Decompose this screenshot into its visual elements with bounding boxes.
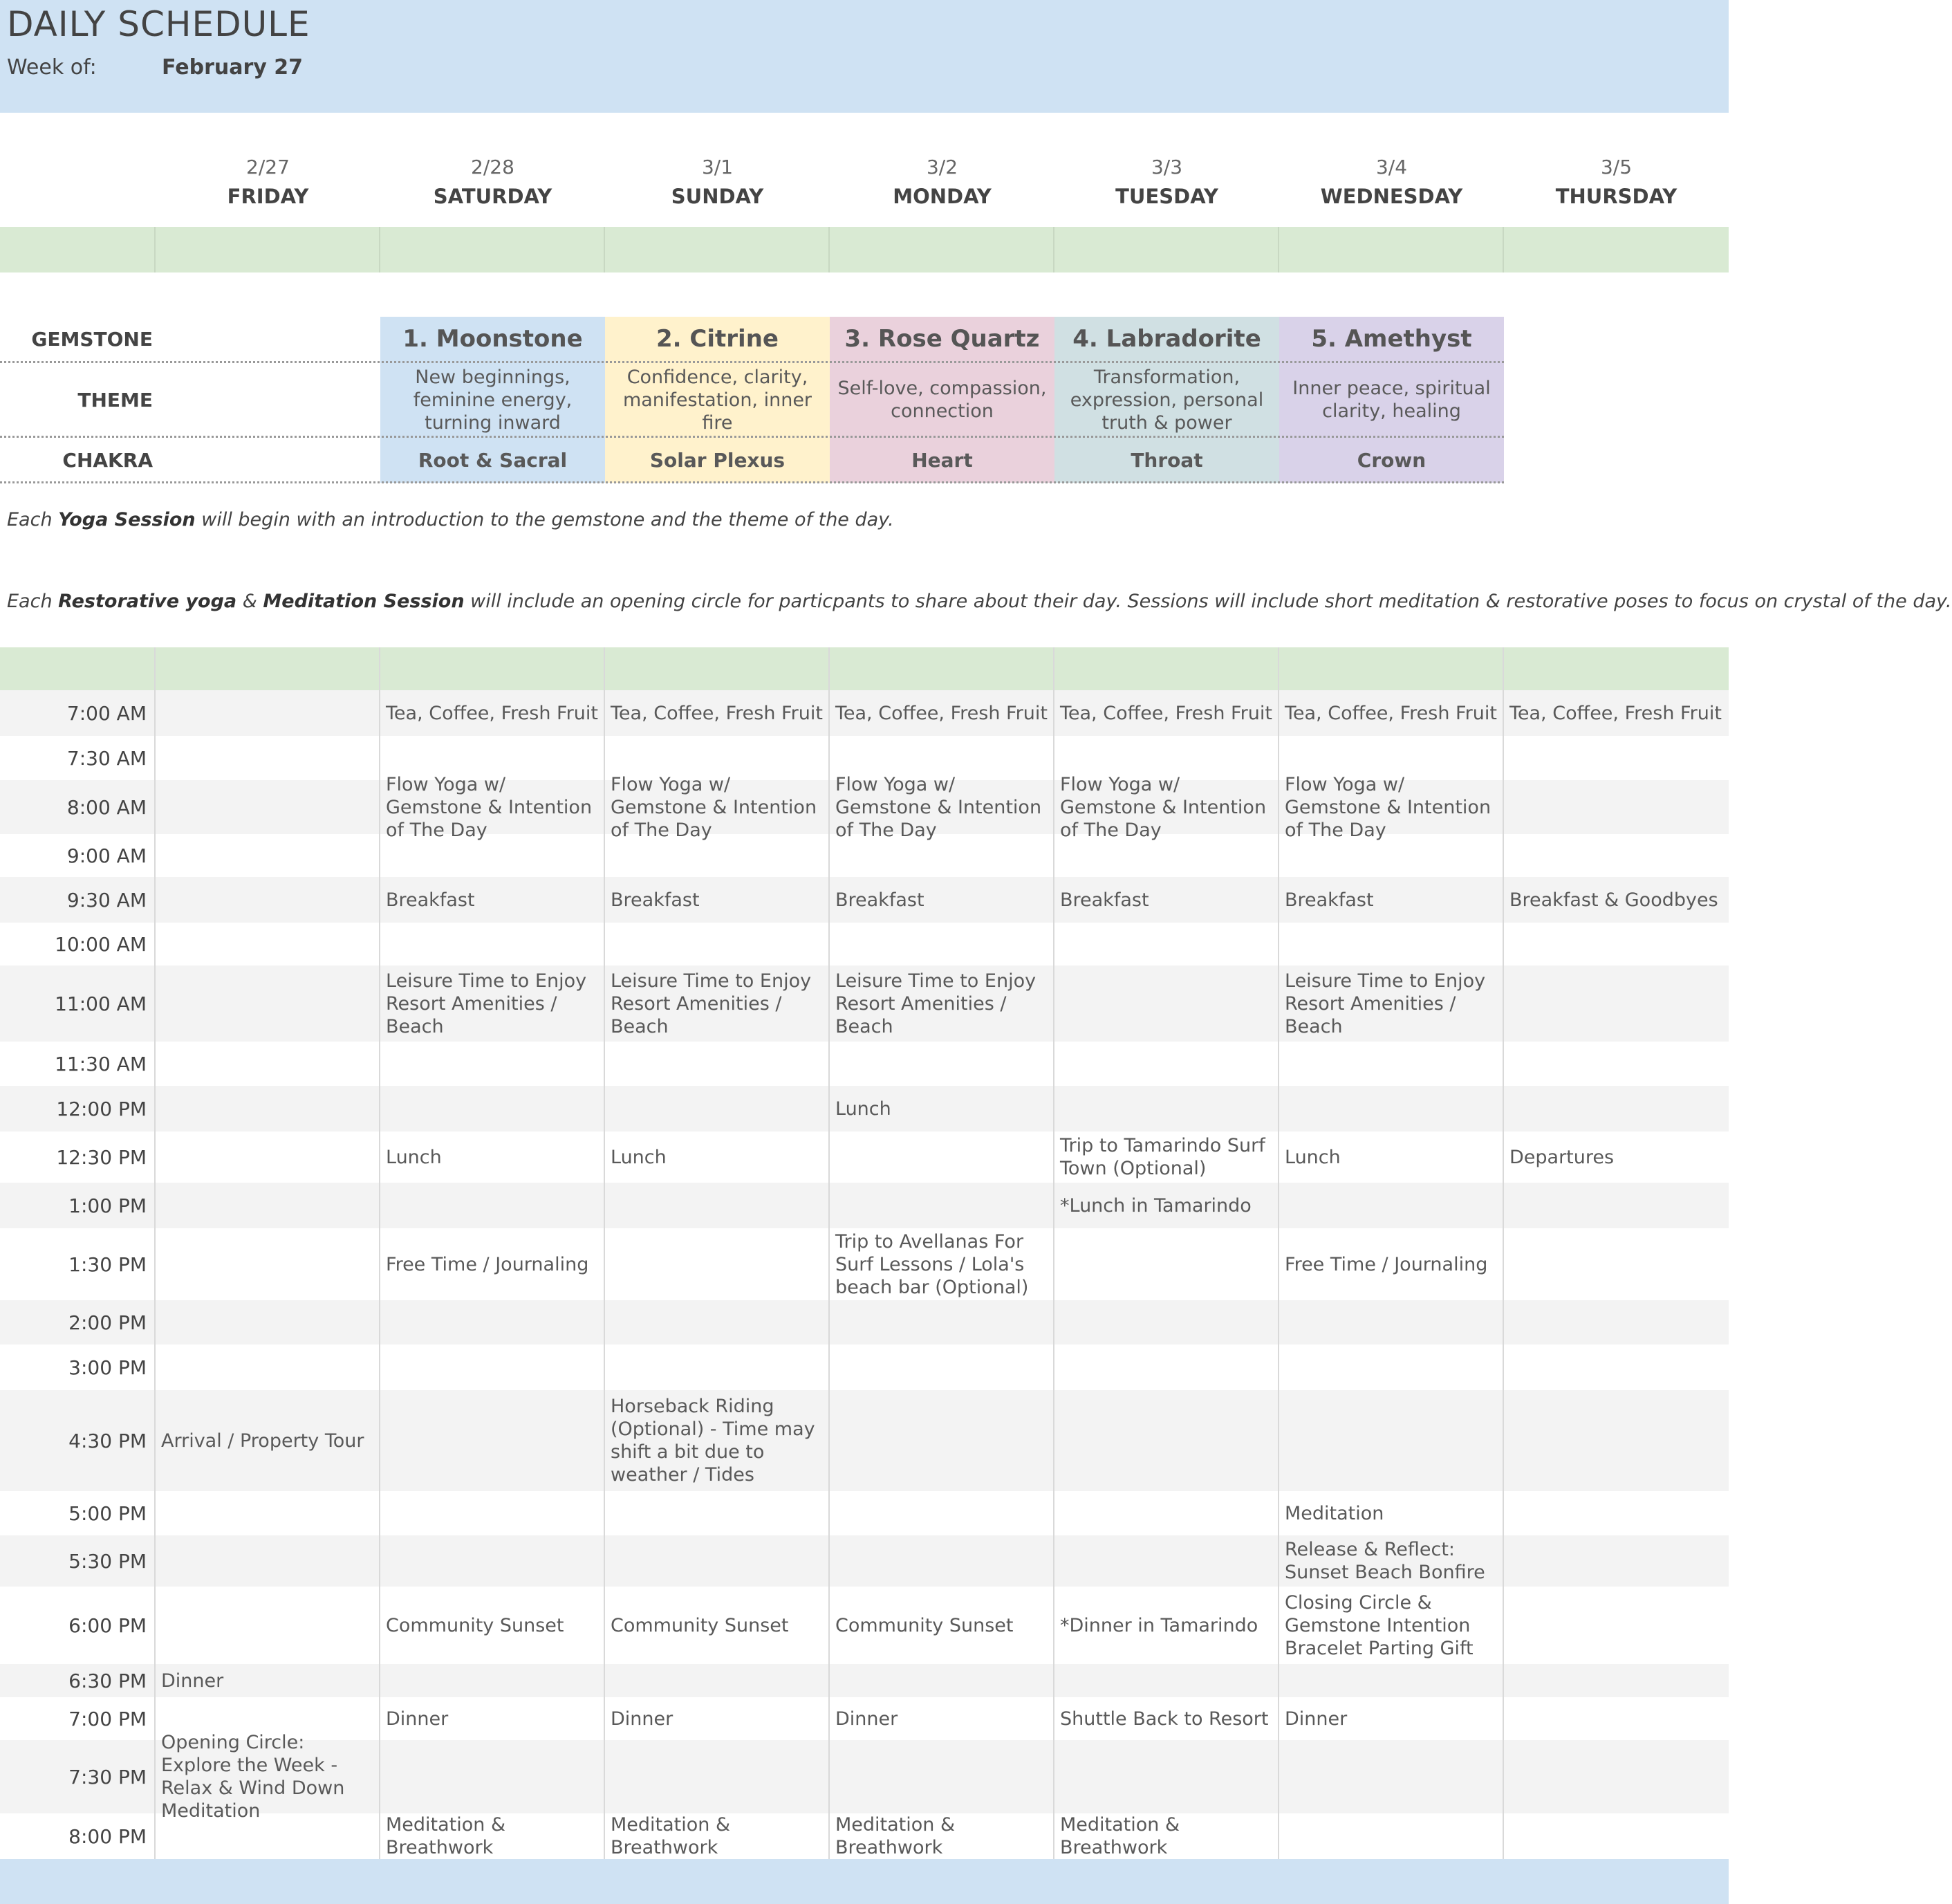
schedule-cell <box>1504 1390 1729 1491</box>
schedule-cell: Tea, Coffee, Fresh Fruit <box>1285 702 1497 724</box>
schedule-cell <box>1054 1535 1279 1587</box>
schedule-cell <box>380 834 605 877</box>
band-divider <box>154 227 156 272</box>
schedule-cell <box>380 1300 605 1344</box>
restorative-session-note: Each Restorative yoga & Meditation Session will include an opening circle for particpants to share about their day. Sessions will include short meditation & restorative poses to focus on crystal of the day. <box>7 591 1952 612</box>
schedule-cell: Tea, Coffee, Fresh Fruit <box>835 702 1048 724</box>
schedule-cell <box>605 1228 830 1300</box>
time-label: 10:00 AM <box>55 932 147 956</box>
schedule-cell <box>605 1344 830 1390</box>
schedule-cell <box>1504 1535 1729 1587</box>
column-divider <box>604 647 605 1859</box>
schedule-cell <box>156 1228 380 1300</box>
gemstone-chakra: Heart <box>911 448 973 472</box>
schedule-cell <box>156 1131 380 1183</box>
schedule-cell: Flow Yoga w/ Gemstone & Intention of The Day <box>835 773 1042 841</box>
schedule-cell <box>1279 1344 1504 1390</box>
yoga-session-note: Each Yoga Session will begin with an introduction to the gemstone and the theme of the day. <box>7 509 894 530</box>
column-divider <box>828 647 830 1859</box>
schedule-cell <box>1504 834 1729 877</box>
schedule-cell <box>156 1344 380 1390</box>
schedule-cell: *Dinner in Tamarindo <box>1060 1614 1258 1636</box>
schedule-cell: Trip to Tamarindo Surf Town (Optional) <box>1060 1135 1265 1179</box>
time-label: 5:00 PM <box>68 1501 147 1525</box>
column-divider <box>1053 647 1054 1859</box>
schedule-cell <box>1054 965 1279 1042</box>
week-of-value: February 27 <box>162 55 304 80</box>
schedule-cell: Dinner <box>386 1708 449 1730</box>
day-name: WEDNESDAY <box>1320 185 1463 208</box>
schedule-cell <box>1504 1300 1729 1344</box>
schedule-cell <box>1054 923 1279 965</box>
schedule-cell <box>156 1491 380 1535</box>
schedule-cell <box>1279 1390 1504 1491</box>
gemstone-name: 5. Amethyst <box>1311 325 1472 353</box>
schedule-cell: Breakfast & Goodbyes <box>1509 889 1718 911</box>
column-divider <box>154 647 156 1859</box>
schedule-cell: Flow Yoga w/ Gemstone & Intention of The Day <box>611 773 817 841</box>
day-header-monday <box>830 154 1054 223</box>
schedule-cell <box>380 1664 605 1697</box>
schedule-cell: Breakfast <box>1285 889 1374 911</box>
schedule-cell <box>1054 1344 1279 1390</box>
schedule-cell: Breakfast <box>1060 889 1149 911</box>
column-divider <box>379 647 380 1859</box>
schedule-cell: Community Sunset <box>835 1614 1014 1636</box>
schedule-cell: Lunch <box>386 1146 442 1168</box>
time-label: 12:30 PM <box>56 1145 147 1169</box>
schedule-cell: Dinner <box>161 1670 224 1692</box>
page-title: DAILY SCHEDULE <box>7 4 310 44</box>
schedule-cell <box>1504 1491 1729 1535</box>
schedule-cell <box>1504 1664 1729 1697</box>
schedule-cell: Release & Reflect: Sunset Beach Bonfire <box>1285 1539 1485 1583</box>
day-name: MONDAY <box>893 185 992 208</box>
schedule-cell <box>830 1183 1054 1228</box>
schedule-cell: Free Time / Journaling <box>386 1253 589 1275</box>
time-label: 7:30 PM <box>68 1765 147 1789</box>
schedule-cell <box>156 1086 380 1131</box>
dotted-divider <box>0 361 1504 363</box>
schedule-cell <box>156 1183 380 1228</box>
schedule-cell: Flow Yoga w/ Gemstone & Intention of The Day <box>1285 773 1491 841</box>
schedule-cell: Trip to Avellanas For Surf Lessons / Lola's beach bar (Optional) <box>835 1230 1029 1298</box>
schedule-cell <box>1054 1664 1279 1697</box>
schedule-cell: Tea, Coffee, Fresh Fruit <box>611 702 823 724</box>
schedule-cell <box>156 780 380 834</box>
schedule-cell: Departures <box>1509 1146 1615 1168</box>
gemstone-label: GEMSTONE <box>31 327 153 351</box>
schedule-cell <box>605 1740 830 1813</box>
schedule-cell <box>1279 1813 1504 1859</box>
schedule-cell <box>1054 1740 1279 1813</box>
schedule-cell <box>1054 1390 1279 1491</box>
schedule-cell <box>1504 1086 1729 1131</box>
schedule-cell <box>830 1042 1054 1086</box>
time-label: 11:00 AM <box>55 992 147 1015</box>
day-name: TUESDAY <box>1115 185 1218 208</box>
theme-label: THEME <box>77 388 153 412</box>
time-label: 9:00 AM <box>66 844 147 867</box>
week-of-label: Week of: <box>7 55 97 80</box>
schedule-cell <box>830 1535 1054 1587</box>
gemstone-theme: Self-love, compassion, connection <box>837 378 1047 422</box>
schedule-cell: Arrival / Property Tour <box>161 1430 364 1452</box>
schedule-cell <box>156 923 380 965</box>
gemstone-name: 4. Labradorite <box>1072 325 1261 353</box>
schedule-cell <box>1504 1587 1729 1664</box>
day-date: 3/5 <box>1600 156 1633 178</box>
gemstone-chakra: Throat <box>1131 448 1203 472</box>
schedule-cell <box>1054 1042 1279 1086</box>
time-label: 1:30 PM <box>68 1253 147 1276</box>
schedule-cell <box>830 1740 1054 1813</box>
schedule-cell <box>830 923 1054 965</box>
band-divider <box>604 227 605 272</box>
day-name: SUNDAY <box>671 185 764 208</box>
schedule-cell <box>380 1491 605 1535</box>
time-label: 12:00 PM <box>56 1097 147 1120</box>
gemstone-name: 3. Rose Quartz <box>844 325 1040 353</box>
schedule-cell: Meditation & Breathwork <box>611 1814 731 1858</box>
band-divider <box>1053 227 1054 272</box>
schedule-cell <box>605 834 830 877</box>
schedule-cell <box>156 736 380 780</box>
schedule-cell <box>605 1535 830 1587</box>
dotted-divider <box>0 481 1504 483</box>
schedule-cell <box>1279 1086 1504 1131</box>
schedule-cell <box>156 690 380 736</box>
schedule-cell: Tea, Coffee, Fresh Fruit <box>1509 702 1722 724</box>
schedule-cell: Horseback Riding (Optional) - Time may shift a bit due to weather / Tides <box>611 1396 815 1486</box>
time-label: 2:00 PM <box>68 1311 147 1334</box>
band-divider <box>379 227 380 272</box>
schedule-cell <box>1054 1086 1279 1131</box>
schedule-cell: Leisure Time to Enjoy Resort Amenities / Beach <box>611 970 812 1037</box>
day-date: 3/1 <box>701 156 734 178</box>
schedule-cell: Flow Yoga w/ Gemstone & Intention of The Day <box>386 773 593 841</box>
schedule-cell: Dinner <box>835 1708 898 1730</box>
schedule-cell <box>156 1587 380 1664</box>
schedule-cell <box>156 877 380 923</box>
schedule-cell <box>1054 1228 1279 1300</box>
schedule-cell <box>1504 965 1729 1042</box>
dotted-divider <box>0 436 1504 438</box>
time-label: 8:00 AM <box>66 795 147 819</box>
schedule-cell <box>380 1535 605 1587</box>
day-date: 2/28 <box>471 156 514 178</box>
gemstone-chakra: Solar Plexus <box>649 448 786 472</box>
schedule-cell <box>380 923 605 965</box>
gemstone-theme: Transformation, expression, personal truth & power <box>1070 366 1264 434</box>
time-label: 7:30 AM <box>66 746 147 770</box>
schedule-cell: Lunch <box>835 1098 891 1120</box>
gemstone-theme: Inner peace, spiritual clarity, healing <box>1292 378 1491 422</box>
schedule-cell <box>605 923 830 965</box>
schedule-cell: Breakfast <box>386 889 475 911</box>
band-divider <box>1503 227 1504 272</box>
schedule-cell: Lunch <box>611 1146 667 1168</box>
schedule-cell <box>380 1086 605 1131</box>
schedule-cell <box>830 834 1054 877</box>
day-name: FRIDAY <box>227 185 309 208</box>
day-name: THURSDAY <box>1555 185 1677 208</box>
day-header-wednesday <box>1279 154 1504 223</box>
gemstone-chakra: Root & Sacral <box>418 448 568 472</box>
day-name: SATURDAY <box>433 185 552 208</box>
day-date: 3/4 <box>1375 156 1408 178</box>
schedule-cell <box>1054 1300 1279 1344</box>
schedule-cell: Opening Circle: Explore the Week - Relax & Wind Down Meditation <box>161 1732 345 1822</box>
schedule-cell <box>830 1344 1054 1390</box>
day-header-tuesday <box>1054 154 1279 223</box>
day-header-sunday <box>605 154 830 223</box>
schedule-header-band <box>0 647 1729 690</box>
schedule-cell: Tea, Coffee, Fresh Fruit <box>1060 702 1272 724</box>
schedule-cell <box>830 1491 1054 1535</box>
schedule-cell <box>156 965 380 1042</box>
schedule-cell <box>1504 1344 1729 1390</box>
day-date: 2/27 <box>246 156 290 178</box>
time-label: 4:30 PM <box>68 1429 147 1452</box>
schedule-cell <box>380 1740 605 1813</box>
schedule-cell <box>1504 1042 1729 1086</box>
schedule-cell <box>830 1131 1054 1183</box>
day-header-friday <box>156 154 380 223</box>
schedule-cell: Leisure Time to Enjoy Resort Amenities / Beach <box>386 970 587 1037</box>
schedule-cell <box>1504 780 1729 834</box>
schedule-cell <box>605 1086 830 1131</box>
time-label: 8:00 PM <box>68 1824 147 1848</box>
schedule-cell <box>605 1300 830 1344</box>
schedule-cell <box>1054 834 1279 877</box>
time-label: 5:30 PM <box>68 1549 147 1573</box>
day-date: 3/3 <box>1151 156 1183 178</box>
schedule-cell: Community Sunset <box>611 1614 789 1636</box>
band-divider <box>828 227 830 272</box>
time-label: 7:00 AM <box>66 701 147 725</box>
time-label: 11:30 AM <box>55 1052 147 1075</box>
schedule-cell: Lunch <box>1285 1146 1341 1168</box>
schedule-cell <box>1504 1740 1729 1813</box>
schedule-cell <box>156 1300 380 1344</box>
schedule-cell: Breakfast <box>611 889 700 911</box>
gemstone-chakra: Crown <box>1357 448 1426 472</box>
schedule-cell <box>1279 1740 1504 1813</box>
schedule-cell: Free Time / Journaling <box>1285 1253 1488 1275</box>
schedule-cell <box>1504 1228 1729 1300</box>
chakra-label: CHAKRA <box>62 448 153 472</box>
column-divider <box>1278 647 1279 1859</box>
schedule-cell: Meditation <box>1285 1502 1384 1524</box>
schedule-cell: Leisure Time to Enjoy Resort Amenities / Beach <box>835 970 1037 1037</box>
schedule-cell: Flow Yoga w/ Gemstone & Intention of The Day <box>1060 773 1267 841</box>
schedule-cell <box>605 1491 830 1535</box>
gemstone-name: 2. Citrine <box>656 325 779 353</box>
schedule-cell <box>380 1390 605 1491</box>
schedule-cell: Closing Circle & Gemstone Intention Bracelet Parting Gift <box>1285 1591 1474 1659</box>
day-header-saturday <box>380 154 605 223</box>
schedule-cell <box>830 1390 1054 1491</box>
schedule-cell <box>156 1813 380 1859</box>
schedule-cell <box>156 1042 380 1086</box>
schedule-cell <box>380 1042 605 1086</box>
schedule-cell <box>1279 923 1504 965</box>
time-label: 6:00 PM <box>68 1614 147 1637</box>
schedule-cell <box>156 1535 380 1587</box>
gemstone-theme: New beginnings, feminine energy, turning inward <box>413 366 573 434</box>
schedule-cell <box>1279 1664 1504 1697</box>
schedule-cell <box>605 1183 830 1228</box>
schedule-cell <box>605 1042 830 1086</box>
gemstone-theme: Confidence, clarity, manifestation, inner fire <box>622 366 812 434</box>
schedule-cell <box>1504 1813 1729 1859</box>
schedule-cell <box>380 1344 605 1390</box>
column-divider <box>1503 647 1504 1859</box>
schedule-cell: Meditation & Breathwork <box>1060 1814 1180 1858</box>
day-date: 3/2 <box>926 156 958 178</box>
schedule-cell <box>830 1664 1054 1697</box>
schedule-cell: Leisure Time to Enjoy Resort Amenities / Beach <box>1285 970 1486 1037</box>
schedule-cell: Dinner <box>1285 1708 1348 1730</box>
day-header-thursday <box>1504 154 1729 223</box>
schedule-cell: Meditation & Breathwork <box>386 1814 506 1858</box>
schedule-cell <box>1504 1183 1729 1228</box>
time-label: 6:30 PM <box>68 1669 147 1692</box>
schedule-cell <box>1504 1697 1729 1740</box>
time-label: 1:00 PM <box>68 1194 147 1217</box>
schedule-cell <box>1504 736 1729 780</box>
top-color-band <box>0 227 1729 272</box>
schedule-cell <box>1279 1183 1504 1228</box>
schedule-cell: Community Sunset <box>386 1614 564 1636</box>
schedule-cell <box>1054 1491 1279 1535</box>
schedule-cell <box>1279 834 1504 877</box>
schedule-cell: Breakfast <box>835 889 924 911</box>
schedule-cell <box>830 1300 1054 1344</box>
band-divider <box>1278 227 1279 272</box>
time-label: 9:30 AM <box>66 888 147 912</box>
schedule-cell <box>1279 1300 1504 1344</box>
schedule-cell: Tea, Coffee, Fresh Fruit <box>386 702 598 724</box>
schedule-cell: Dinner <box>611 1708 673 1730</box>
schedule-cell: Meditation & Breathwork <box>835 1814 956 1858</box>
schedule-cell <box>380 1183 605 1228</box>
footer-band <box>0 1859 1729 1904</box>
schedule-cell <box>605 1664 830 1697</box>
gemstone-name: 1. Moonstone <box>402 325 583 353</box>
schedule-cell <box>1504 923 1729 965</box>
schedule-cell: Shuttle Back to Resort <box>1060 1708 1269 1730</box>
schedule-cell <box>156 834 380 877</box>
schedule-cell: *Lunch in Tamarindo <box>1060 1194 1252 1217</box>
time-label: 3:00 PM <box>68 1356 147 1379</box>
schedule-cell <box>1279 1042 1504 1086</box>
time-label: 7:00 PM <box>68 1707 147 1730</box>
